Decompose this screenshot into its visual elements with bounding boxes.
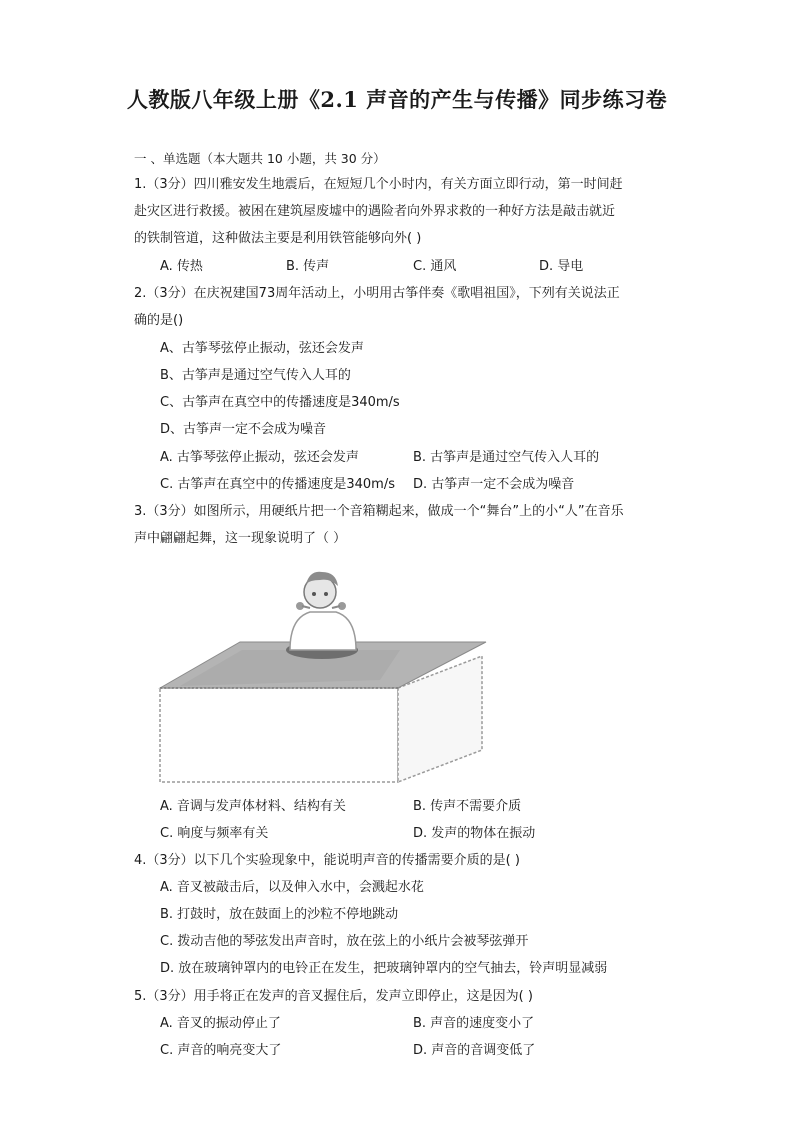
q3-option-a: A. 音调与发声体材料、结构有关 xyxy=(160,799,346,814)
q2-option-d: D. 古筝声一定不会成为噪音 xyxy=(413,477,575,492)
q2-option-c: C. 古筝声在真空中的传播速度是340m/s xyxy=(160,477,395,492)
section-heading: 一 、单选题（本大题共 10 小题，共 30 分） xyxy=(134,151,386,166)
q1-option-b: B. 传声 xyxy=(286,259,330,274)
q2-item-b: B、古筝声是通过空气传入人耳的 xyxy=(160,368,351,383)
q1-line-1: 1.（3分）四川雅安发生地震后，在短短几个小时内，有关方面立即行动，第一时间赶 xyxy=(134,177,623,192)
q2-option-a: A. 古筝琴弦停止振动，弦还会发声 xyxy=(160,450,359,465)
q1-option-d: D. 导电 xyxy=(539,259,584,274)
q2-line-1: 2.（3分）在庆祝建国73周年活动上，小明用古筝伴奏《歌唱祖国》，下列有关说法正 xyxy=(134,286,620,301)
q2-item-a: A、古筝琴弦停止振动，弦还会发声 xyxy=(160,341,364,356)
q3-option-b: B. 传声不需要介质 xyxy=(413,799,522,814)
q4-line-1: 4.（3分）以下几个实验现象中，能说明声音的传播需要介质的是( ) xyxy=(134,853,520,868)
q5-option-d: D. 声音的音调变低了 xyxy=(413,1043,536,1058)
q1-option-c: C. 通风 xyxy=(413,259,457,274)
q4-option-c: C. 拨动吉他的琴弦发出声音时，放在弦上的小纸片会被琴弦弹开 xyxy=(160,934,529,949)
q3-option-c: C. 响度与频率有关 xyxy=(160,826,269,841)
q5-line-1: 5.（3分）用手将正在发声的音叉握住后，发声立即停止，这是因为( ) xyxy=(134,989,533,1004)
q4-option-d: D. 放在玻璃钟罩内的电铃正在发生，把玻璃钟罩内的空气抽去，铃声明显减弱 xyxy=(160,961,608,976)
q5-option-c: C. 声音的响亮变大了 xyxy=(160,1043,282,1058)
q2-item-d: D、古筝声一定不会成为噪音 xyxy=(160,422,327,437)
q1-option-a: A. 传热 xyxy=(160,259,203,274)
speaker-stage-figure xyxy=(150,560,500,790)
q2-line-2: 确的是() xyxy=(134,313,184,328)
q5-option-b: B. 声音的速度变小了 xyxy=(413,1016,535,1031)
q1-line-2: 赴灾区进行救援。被困在建筑屋废墟中的遇险者向外界求救的一种好方法是敲击就近 xyxy=(134,204,616,219)
q4-option-b: B. 打鼓时，放在鼓面上的沙粒不停地跳动 xyxy=(160,907,399,922)
q2-option-b: B. 古筝声是通过空气传入人耳的 xyxy=(413,450,600,465)
q3-line-2: 声中翩翩起舞，这一现象说明了（ ） xyxy=(134,531,347,546)
q1-line-3: 的铁制管道，这种做法主要是利用铁管能够向外( ) xyxy=(134,231,422,246)
q3-line-1: 3.（3分）如图所示，用硬纸片把一个音箱糊起来，做成一个“舞台”上的小“人”在音乐 xyxy=(134,504,624,519)
q4-option-a: A. 音叉被敲击后，以及伸入水中，会溅起水花 xyxy=(160,880,424,895)
document-title: 人教版八年级上册《2.1 声音的产生与传播》同步练习卷 xyxy=(126,87,668,112)
q2-item-c: C、古筝声在真空中的传播速度是340m/s xyxy=(160,395,400,410)
q5-option-a: A. 音叉的振动停止了 xyxy=(160,1016,281,1031)
q3-option-d: D. 发声的物体在振动 xyxy=(413,826,536,841)
